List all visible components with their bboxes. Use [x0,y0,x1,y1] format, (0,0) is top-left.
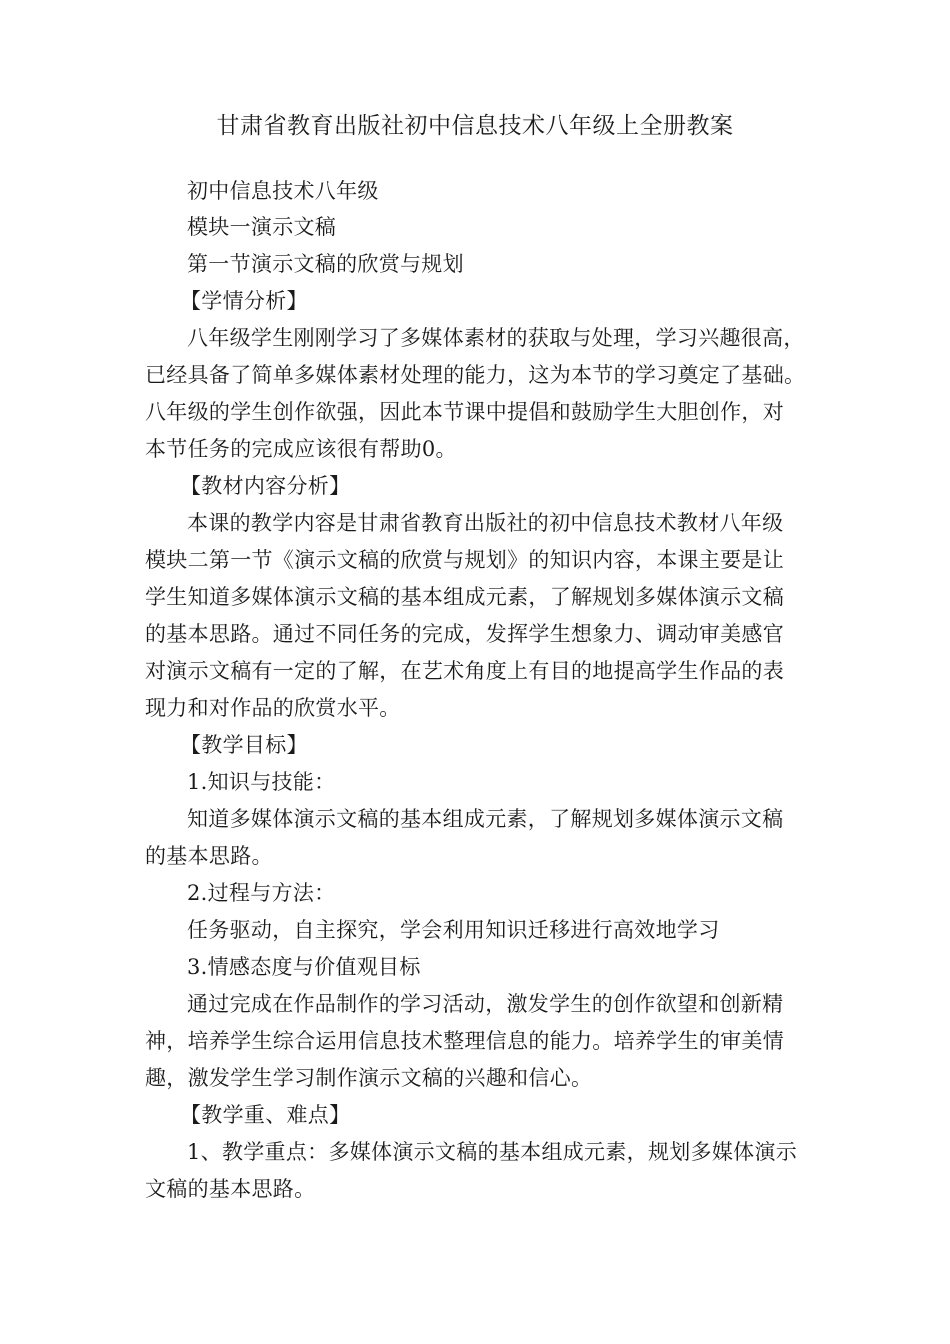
paragraph-line: 知道多媒体演示文稿的基本组成元素，了解规划多媒体演示文稿 [187,807,784,831]
paragraph-line: 本节任务的完成应该很有帮助0。 [145,437,457,461]
course-name: 初中信息技术八年级 [187,179,379,203]
paragraph-line: 现力和对作品的欣赏水平。 [145,696,401,720]
paragraph-line: 已经具备了简单多媒体素材处理的能力，这为本节的学习奠定了基础。 [145,363,806,387]
paragraph-line: 神，培养学生综合运用信息技术整理信息的能力。培养学生的审美情 [145,1029,784,1053]
paragraph-line: 模块二第一节《演示文稿的欣赏与规划》的知识内容，本课主要是让 [145,548,784,572]
section-heading-objectives: 【教学目标】 [180,733,308,757]
list-item-heading: 1.知识与技能： [187,770,336,794]
paragraph-line: 八年级学生刚刚学习了多媒体素材的获取与处理，学习兴趣很高， [187,326,805,350]
paragraph-line: 通过完成在作品制作的学习活动，激发学生的创作欲望和创新精 [187,992,784,1016]
section-heading-student-analysis: 【学情分析】 [180,289,308,313]
paragraph-line: 的基本思路。 [145,844,273,868]
section-heading-key-points: 【教学重、难点】 [180,1103,351,1127]
document-title: 甘肃省教育出版社初中信息技术八年级上全册教案 [216,113,734,139]
section-heading-content-analysis: 【教材内容分析】 [180,474,351,498]
module-name: 模块一演示文稿 [187,215,337,239]
paragraph-line: 本课的教学内容是甘肃省教育出版社的初中信息技术教材八年级 [187,511,784,535]
paragraph-line: 1、教学重点：多媒体演示文稿的基本组成元素，规划多媒体演示 [187,1140,798,1164]
section-name: 第一节演示文稿的欣赏与规划 [187,252,464,276]
list-item-heading: 3.情感态度与价值观目标 [187,955,421,979]
paragraph-line: 八年级的学生创作欲强，因此本节课中提倡和鼓励学生大胆创作，对 [145,400,784,424]
list-item-heading: 2.过程与方法： [187,881,336,905]
paragraph-line: 趣，激发学生学习制作演示文稿的兴趣和信心。 [145,1066,593,1090]
paragraph-line: 对演示文稿有一定的了解，在艺术角度上有目的地提高学生作品的表 [145,659,784,683]
paragraph-line: 文稿的基本思路。 [145,1177,316,1201]
paragraph-line: 任务驱动，自主探究，学会利用知识迁移进行高效地学习 [187,918,720,942]
paragraph-line: 的基本思路。通过不同任务的完成，发挥学生想象力、调动审美感官 [145,622,784,646]
paragraph-line: 学生知道多媒体演示文稿的基本组成元素，了解规划多媒体演示文稿 [145,585,784,609]
